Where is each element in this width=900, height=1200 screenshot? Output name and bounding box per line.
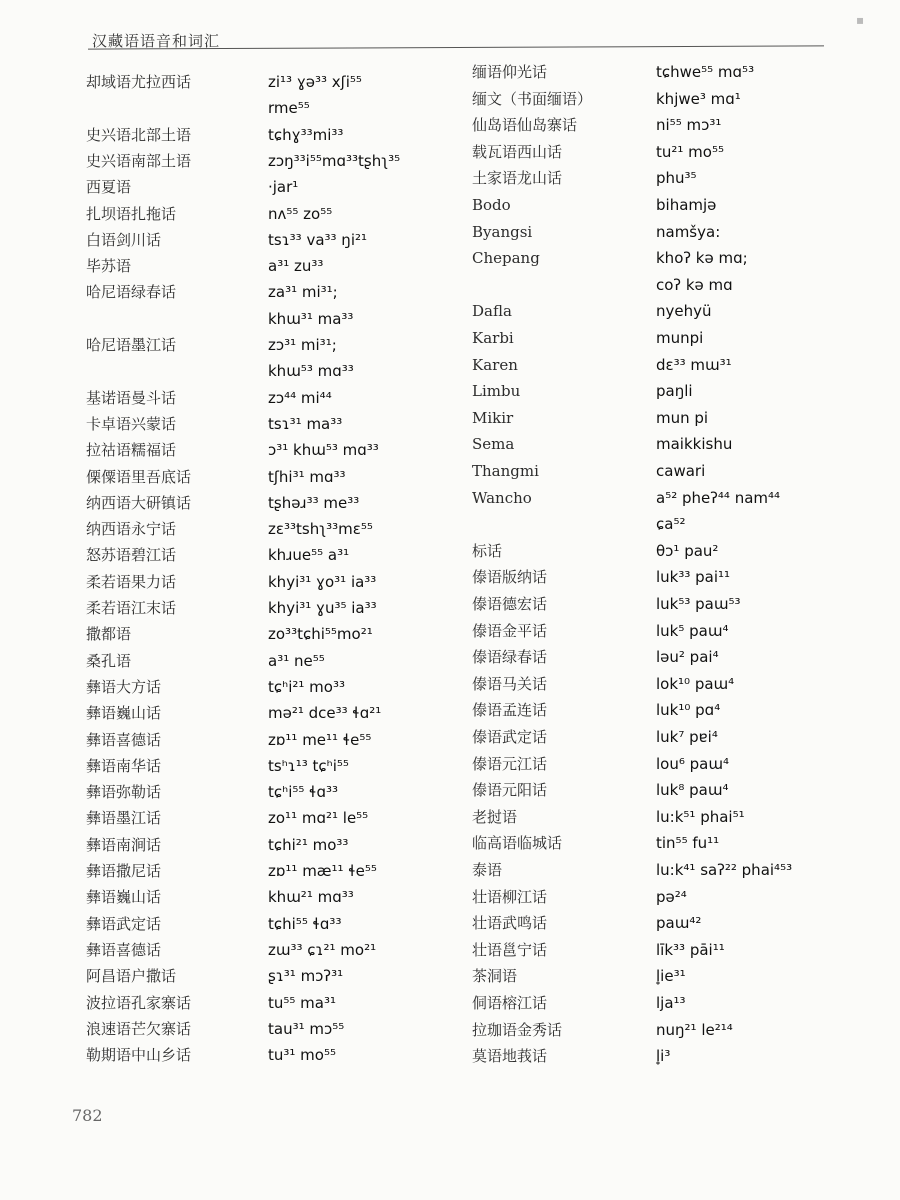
entry-language: 茶洞语 xyxy=(472,967,518,986)
entry-language: 却域语尤拉西话 xyxy=(86,73,192,91)
entry-word-form: tu²¹ mo⁵⁵ xyxy=(656,142,724,161)
entry-word-form: khɯ³¹ ma³³ xyxy=(268,309,354,328)
entry-language: 彝语大方话 xyxy=(86,677,162,696)
entry-word-form: bihamjə xyxy=(656,196,717,214)
entry-language: 卡卓语兴蒙话 xyxy=(86,414,177,433)
entry-language: 彝语撒尼话 xyxy=(86,862,162,880)
entry-language: Wancho xyxy=(472,488,532,507)
entry-language: 拉珈语金秀话 xyxy=(472,1020,563,1039)
entry-word-form: tʂhəɹ³³ me³³ xyxy=(268,493,360,512)
entry-language: 傣语武定话 xyxy=(472,728,548,746)
entry-language: 彝语南涧话 xyxy=(86,835,162,854)
entry-word-form: khyi³¹ ɣo³¹ ia³³ xyxy=(268,572,377,591)
entry-language: 拉祜语糯福话 xyxy=(86,441,177,460)
entry-language: Byangsi xyxy=(472,222,533,241)
entry-language: 缅文（书面缅语） xyxy=(472,89,593,108)
entry-language: 哈尼语墨江话 xyxy=(86,336,177,354)
entry-word-form: tu³¹ mo⁵⁵ xyxy=(268,1046,336,1065)
entry-language: 傣语金平话 xyxy=(472,621,548,640)
entry-language: Thangmi xyxy=(472,462,539,480)
entry-language: 白语剑川话 xyxy=(86,230,162,249)
entry-word-form: khɯ²¹ mɑ³³ xyxy=(268,888,354,907)
page-number: 782 xyxy=(72,1106,103,1125)
entry-language: 壮语柳江话 xyxy=(472,887,548,906)
entry-word-form: a⁵² pheʔ⁴⁴ nam⁴⁴ xyxy=(656,488,781,507)
entry-word-form: zo³³tɕhi⁵⁵mo²¹ xyxy=(268,625,373,644)
entry-language: 标话 xyxy=(472,541,503,560)
entry-language: 彝语巍山话 xyxy=(86,704,162,723)
entry-word-form: nʌ⁵⁵ zo⁵⁵ xyxy=(268,204,333,223)
entry-language: 彝语武定话 xyxy=(86,914,162,933)
entry-word-form: tɕhi⁵⁵ ɬɑ³³ xyxy=(268,914,342,933)
entry-word-form: tin⁵⁵ fu¹¹ xyxy=(656,834,720,853)
entry-word-form: luk⁷ pɐi⁴ xyxy=(656,728,718,746)
entry-word-form: lu:k⁴¹ saʔ²² phai⁴⁵³ xyxy=(656,861,793,879)
entry-language: 临高语临城话 xyxy=(472,834,563,853)
entry-language: 怒苏语碧江话 xyxy=(86,546,177,565)
entry-word-form: khjwe³ mɑ¹ xyxy=(656,89,741,108)
entry-language: 纳西语大研镇话 xyxy=(86,493,192,512)
entry-language: Chepang xyxy=(472,249,540,268)
entry-language: 傣语孟连话 xyxy=(472,701,548,720)
entry-word-form: luk³³ pai¹¹ xyxy=(656,568,731,587)
entry-word-form: paŋli xyxy=(656,382,693,401)
entry-word-form: ʂɿ³¹ mɔʔ³¹ xyxy=(268,967,344,986)
entry-word-form: ni⁵⁵ mɔ³¹ xyxy=(656,116,722,135)
entry-word-form: luk¹⁰ pɑ⁴ xyxy=(656,701,721,720)
entry-language: 彝语巍山话 xyxy=(86,888,162,907)
entry-language: 傣语德宏话 xyxy=(472,595,548,613)
entry-word-form: zɒ¹¹ mæ¹¹ ɬe⁵⁵ xyxy=(268,862,377,880)
entry-word-form: zɔ³¹ mi³¹; xyxy=(268,336,337,354)
entry-language: 彝语喜德话 xyxy=(86,940,162,959)
entry-word-form: zɔ⁴⁴ mi⁴⁴ xyxy=(268,388,332,407)
entry-language: 壮语武鸣话 xyxy=(472,914,548,933)
entry-language: 傣语绿春话 xyxy=(472,648,548,667)
entry-language: Dafla xyxy=(472,302,512,321)
entry-word-form: mun pi xyxy=(656,408,709,427)
entry-language: 缅语仰光话 xyxy=(472,63,548,81)
entry-language: Limbu xyxy=(472,382,521,401)
page-edge-mark: ▪ xyxy=(854,16,869,26)
entry-language: 土家语龙山话 xyxy=(472,169,563,188)
entry-word-form: tɕhi²¹ mo³³ xyxy=(268,835,349,854)
entry-word-form: cawari xyxy=(656,462,706,480)
entry-word-form: tau³¹ mɔ⁵⁵ xyxy=(268,1019,345,1038)
entry-word-form: ləu² pai⁴ xyxy=(656,648,719,667)
entry-word-form: luk⁸ paɯ⁴ xyxy=(656,781,729,800)
entry-word-form: luk⁵³ paɯ⁵³ xyxy=(656,595,741,613)
entry-language: 仙岛语仙岛寨话 xyxy=(472,116,578,135)
entry-word-form: za³¹ mi³¹; xyxy=(268,283,338,302)
entry-word-form: mə²¹ dce³³ ɬɑ²¹ xyxy=(268,704,382,723)
running-header: 汉藏语语音和词汇 xyxy=(92,32,221,50)
entry-language: 傣语元江话 xyxy=(472,754,548,773)
entry-language: Mikir xyxy=(472,408,514,427)
entry-word-form: zɒ¹¹ me¹¹ ɬe⁵⁵ xyxy=(268,730,372,749)
entry-language: 柔若语果力话 xyxy=(86,572,177,591)
entry-word-form: l̥i³ xyxy=(656,1047,671,1066)
entry-word-form: ɕa⁵² xyxy=(656,515,686,534)
entry-word-form: ·jar¹ xyxy=(268,178,299,197)
entry-word-form: tsɿ³¹ ma³³ xyxy=(268,414,343,433)
entry-language: Sema xyxy=(472,435,515,454)
entry-word-form: coʔ kə mɑ xyxy=(656,275,733,294)
entry-word-form: maikkishu xyxy=(656,435,733,454)
entry-word-form: lou⁶ paɯ⁴ xyxy=(656,754,729,773)
entry-word-form: zo¹¹ mɑ²¹ le⁵⁵ xyxy=(268,809,369,828)
entry-language: 彝语墨江话 xyxy=(86,809,162,828)
entry-language: 载瓦语西山话 xyxy=(472,142,563,161)
entry-language: 哈尼语绿春话 xyxy=(86,283,177,302)
entry-language: 撒都语 xyxy=(86,625,132,644)
entry-word-form: a³¹ zu³³ xyxy=(268,257,324,276)
entry-word-form: rme⁵⁵ xyxy=(268,99,310,118)
entry-language: Karbi xyxy=(472,329,514,347)
entry-language: 勒期语中山乡话 xyxy=(86,1046,192,1065)
entry-word-form: nuŋ²¹ le²¹⁴ xyxy=(656,1020,733,1039)
entry-language: 泰语 xyxy=(472,861,503,879)
entry-word-form: tɕhɣ³³mi³³ xyxy=(268,125,344,144)
entry-word-form: lok¹⁰ paɯ⁴ xyxy=(656,674,735,693)
entry-language: 史兴语北部土语 xyxy=(86,125,192,144)
entry-language: 史兴语南部土语 xyxy=(86,151,192,170)
entry-word-form: khɯ⁵³ mɑ³³ xyxy=(268,362,354,381)
entry-language: 彝语弥勒话 xyxy=(86,783,162,802)
entry-word-form: zɔŋ³³i⁵⁵mɑ³³tʂhʅ³⁵ xyxy=(268,151,401,170)
entry-word-form: lu:k⁵¹ phai⁵¹ xyxy=(656,807,745,826)
entry-word-form: lja¹³ xyxy=(656,994,686,1012)
entry-word-form: tsʰɿ¹³ tɕʰi⁵⁵ xyxy=(268,756,349,775)
entry-word-form: a³¹ ne⁵⁵ xyxy=(268,651,325,670)
entry-word-form: dɛ³³ mɯ³¹ xyxy=(656,355,732,374)
entry-word-form: munpi xyxy=(656,329,704,347)
entry-word-form: khɹue⁵⁵ a³¹ xyxy=(268,546,350,565)
entry-word-form: khyi³¹ ɣu³⁵ ia³³ xyxy=(268,599,377,617)
entry-language: 波拉语孔家寨话 xyxy=(86,993,192,1012)
entry-language: 傣语马关话 xyxy=(472,674,548,693)
entry-word-form: tu⁵⁵ ma³¹ xyxy=(268,993,337,1012)
entry-language: Bodo xyxy=(472,196,511,214)
entry-language: 纳西语永宁话 xyxy=(86,520,177,539)
entry-word-form: phu³⁵ xyxy=(656,169,697,188)
entry-word-form: zɛ³³tshʅ³³mɛ⁵⁵ xyxy=(268,520,373,539)
entry-word-form: luk⁵ paɯ⁴ xyxy=(656,621,729,640)
entry-language: 柔若语江末话 xyxy=(86,599,177,617)
entry-language: 彝语喜德话 xyxy=(86,730,162,749)
entry-language: 扎坝语扎拖话 xyxy=(86,204,177,223)
entry-word-form: nyehyü xyxy=(656,302,712,321)
entry-word-form: zɯ³³ ɕɿ²¹ mo²¹ xyxy=(268,940,377,959)
entry-language: 浪速语芒欠寨话 xyxy=(86,1019,192,1038)
entry-language: 壮语邕宁话 xyxy=(472,940,548,959)
entry-word-form: θɔ¹ pau² xyxy=(656,541,719,560)
entry-word-form: zi¹³ ɣə³³ xʃi⁵⁵ xyxy=(268,73,362,91)
entry-word-form: tɕhwe⁵⁵ mɑ⁵³ xyxy=(656,63,755,81)
entry-language: 毕苏语 xyxy=(86,257,132,276)
entry-word-form: namšya: xyxy=(656,222,721,241)
entry-word-form: l̥ie³¹ xyxy=(656,967,686,986)
entry-language: 傣语版纳话 xyxy=(472,568,548,587)
entry-word-form: paɯ⁴² xyxy=(656,914,702,933)
entry-word-form: tɕʰi²¹ mo³³ xyxy=(268,677,345,696)
entry-word-form: tsɿ³³ va³³ ŋi²¹ xyxy=(268,230,368,249)
entry-language: 彝语南华话 xyxy=(86,756,162,775)
entry-language: 傈僳语里吾底话 xyxy=(86,467,192,486)
entry-word-form: tʃhi³¹ mɑ³³ xyxy=(268,467,346,486)
entry-language: 莫语地莪话 xyxy=(472,1047,548,1066)
entry-language: 老挝语 xyxy=(472,807,518,826)
entry-word-form: pə²⁴ xyxy=(656,887,687,906)
entry-language: 基诺语曼斗话 xyxy=(86,388,177,407)
entry-language: Karen xyxy=(472,355,518,374)
entry-word-form: tɕʰi⁵⁵ ɬɑ³³ xyxy=(268,783,339,802)
entry-language: 阿昌语户撒话 xyxy=(86,967,177,986)
entry-language: 傣语元阳话 xyxy=(472,781,548,800)
entry-language: 西夏语 xyxy=(86,178,132,197)
entry-word-form: khoʔ kə mɑ; xyxy=(656,249,748,268)
entry-language: 侗语榕江话 xyxy=(472,994,548,1012)
entry-word-form: ɔ³¹ khɯ⁵³ mɑ³³ xyxy=(268,441,379,460)
entry-word-form: līk³³ pāi¹¹ xyxy=(656,940,725,959)
entry-language: 桑孔语 xyxy=(86,651,132,670)
